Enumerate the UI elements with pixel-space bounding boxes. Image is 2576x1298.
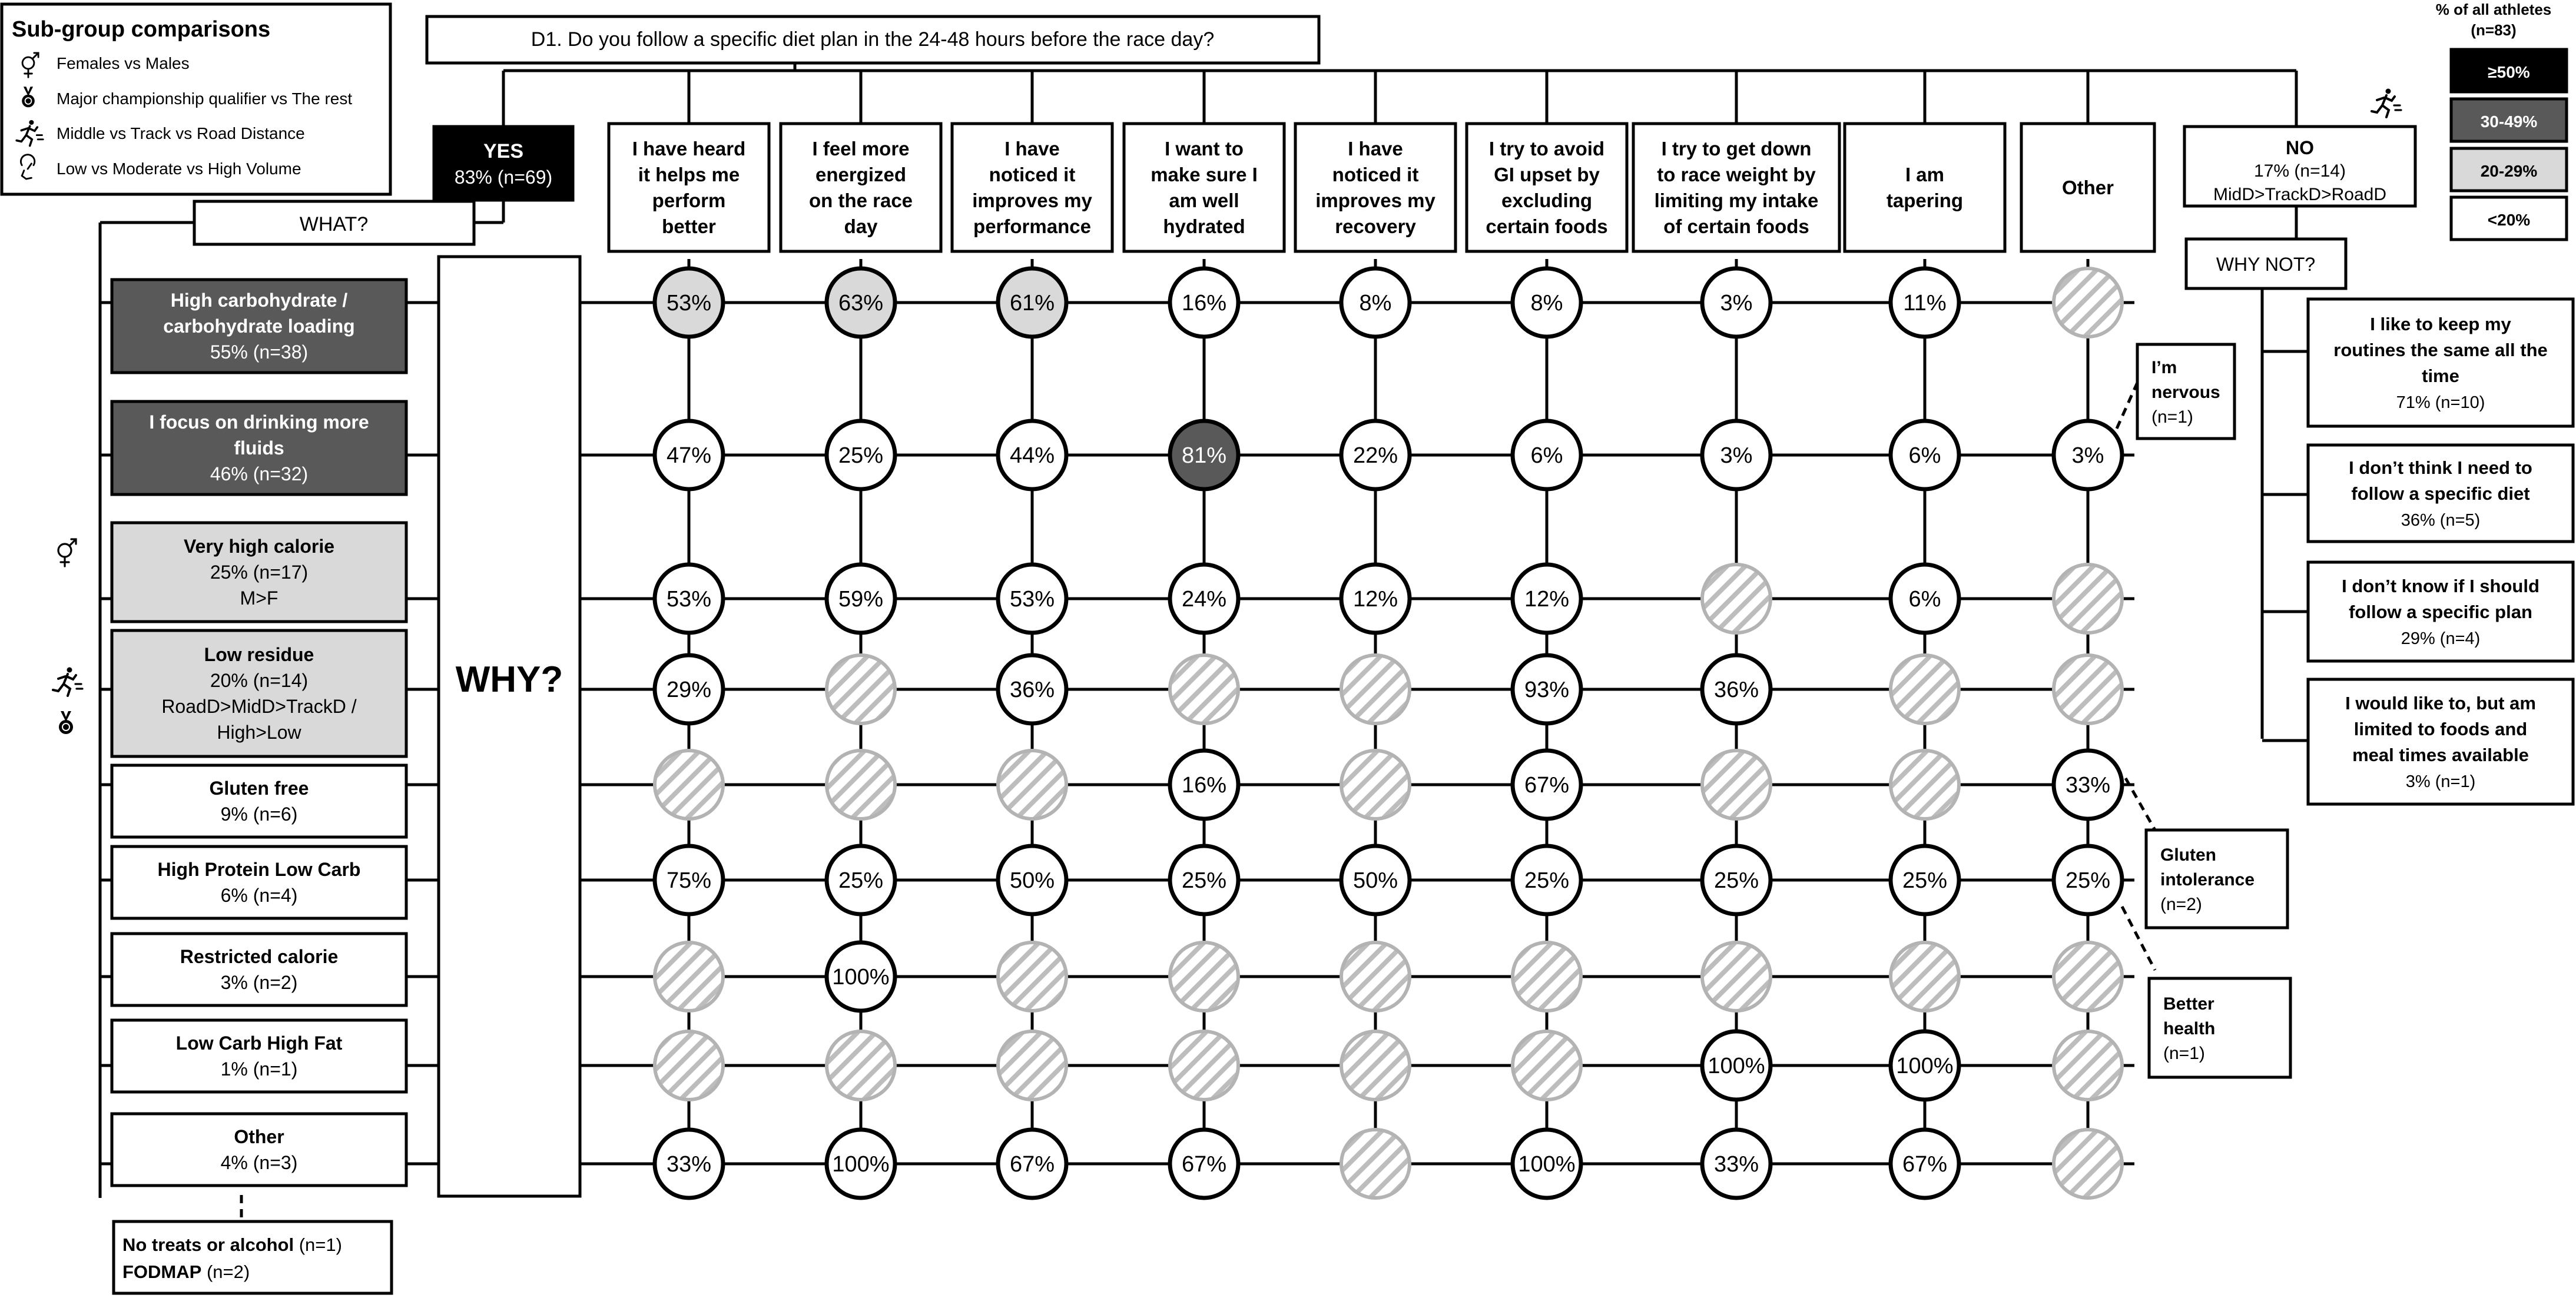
diet-value: M>F (240, 587, 279, 609)
other-diets-note-count: (n=2) (201, 1262, 250, 1282)
medal-disc (59, 720, 73, 734)
percent-cell-value: 63% (838, 291, 884, 316)
percent-cell-value: 81% (1181, 443, 1227, 468)
why-not-text: I would like to, but am (2345, 693, 2536, 713)
why-label: WHY? (455, 659, 563, 700)
percent-cell-value: 22% (1352, 443, 1398, 468)
reason-header-text: certain foods (1486, 215, 1608, 237)
empty-cell (1702, 751, 1771, 819)
subgroup-legend-label: Major championship qualifier vs The rest (57, 89, 353, 108)
reason-header-text: I try to get down (1661, 138, 1812, 160)
reason-header-text: improves my (1315, 190, 1435, 211)
why-box (439, 257, 580, 1196)
percent-cell-value: 61% (1009, 291, 1055, 316)
diet-value: 25% (n=17) (210, 562, 309, 583)
diet-value: 46% (n=32) (210, 463, 309, 484)
percent-cell-value: 50% (1352, 868, 1398, 893)
why-not-label: WHY NOT? (2216, 254, 2316, 275)
percent-cell-value: 25% (2065, 868, 2111, 893)
percent-cell-value: 29% (666, 678, 712, 702)
why-not-value: 36% (n=5) (2401, 511, 2481, 530)
percent-cell-value: 8% (1530, 291, 1563, 316)
reason-header-text: energized (815, 164, 907, 185)
callout-text: I’m (2151, 358, 2177, 377)
reason-header-text: am well (1169, 190, 1239, 211)
no-value: 17% (n=14) (2254, 161, 2346, 181)
diet-name: High carbohydrate / (170, 290, 348, 311)
empty-cell (1891, 655, 1959, 723)
medal-icon (59, 711, 73, 734)
yes-value: 83% (n=69) (454, 167, 553, 188)
percent-cell-value: 67% (1524, 773, 1570, 798)
percent-cell-value: 67% (1181, 1152, 1227, 1177)
female-cross (61, 557, 69, 566)
reason-header-text: performance (973, 215, 1091, 237)
subgroup-legend-label: Middle vs Track vs Road Distance (57, 124, 305, 142)
percent-cell-value: 25% (838, 443, 884, 468)
other-diets-note-count: (n=1) (294, 1234, 342, 1255)
speed-lines (2394, 105, 2401, 110)
percent-cell-value: 25% (1181, 868, 1227, 893)
runner-head (67, 668, 72, 673)
other-diets-note-line (122, 1262, 250, 1282)
percent-cell-value: 24% (1181, 587, 1227, 612)
runner-icon (53, 668, 82, 696)
reason-header-text: better (662, 215, 716, 237)
empty-cell (2054, 942, 2122, 1011)
percent-cell-value: 33% (666, 1152, 712, 1177)
empty-cell (2054, 655, 2122, 723)
pct-legend-label: <20% (2487, 211, 2531, 229)
percent-cell-value: 6% (1530, 443, 1563, 468)
empty-cell (655, 751, 723, 819)
reason-header-text: I try to avoid (1488, 138, 1605, 160)
percent-cell-value: 75% (666, 868, 712, 893)
reason-header-text: day (844, 215, 878, 237)
empty-cell (827, 751, 895, 819)
reason-header-text: I have heard (632, 138, 746, 160)
diet-box (112, 1020, 406, 1092)
reason-header (1845, 124, 2005, 251)
reason-header-text: I feel more (812, 138, 910, 160)
medal-ribbon (61, 711, 71, 721)
diet-value: 55% (n=38) (210, 341, 309, 363)
empty-cell (1702, 565, 1771, 633)
speed-lines (75, 684, 82, 689)
percent-cell-value: 6% (1908, 443, 1941, 468)
percent-cell-value: 25% (838, 868, 884, 893)
reason-header-text: improves my (972, 190, 1092, 211)
runner-head (29, 120, 34, 125)
empty-cell (1341, 1031, 1410, 1100)
no-title: NO (2286, 137, 2314, 158)
percent-cell-value: 100% (832, 1152, 890, 1177)
diet-name: Low residue (204, 644, 314, 665)
percent-cell-value: 53% (1009, 587, 1055, 612)
percent-cell-value: 36% (1713, 678, 1759, 702)
connector-line (2117, 383, 2137, 429)
diagram-shapes (2, 1, 2573, 1293)
percent-cell-value: 50% (1009, 868, 1055, 893)
percent-cell-value: 100% (1896, 1054, 1954, 1078)
empty-cell (1702, 942, 1771, 1011)
percent-cell-value: 16% (1181, 773, 1227, 798)
diet-box (112, 1114, 406, 1186)
why-not-value: 3% (n=1) (2405, 772, 2476, 791)
percent-cell-value: 36% (1009, 678, 1055, 702)
percent-cell-value: 3% (1720, 443, 1753, 468)
reason-header-text: on the race (808, 190, 913, 211)
empty-cell (1341, 942, 1410, 1011)
why-not-text: I don’t know if I should (2342, 576, 2539, 596)
reason-header-text: GI upset by (1494, 164, 1600, 185)
reason-header-text: noticed it (989, 164, 1076, 185)
other-diets-note-bold: FODMAP (122, 1262, 202, 1282)
percent-cell-value: 16% (1181, 291, 1227, 316)
diet-value: 9% (n=6) (220, 804, 298, 825)
empty-cell (2054, 565, 2122, 633)
yes-title: YES (483, 140, 524, 162)
why-not-text: follow a specific diet (2351, 483, 2530, 504)
reason-header-text: I have (1348, 138, 1403, 160)
callout-text: (n=1) (2163, 1044, 2205, 1063)
callout-text: health (2163, 1019, 2216, 1038)
runner-head (2386, 89, 2391, 94)
percent-cell-value: 3% (2071, 443, 2104, 468)
callout-text: intolerance (2160, 870, 2255, 889)
callout-text: Better (2163, 994, 2214, 1014)
diet-name: fluids (234, 437, 284, 459)
diet-box (112, 846, 406, 918)
percent-cell-value: 33% (2065, 773, 2111, 798)
percent-cell-value: 67% (1009, 1152, 1055, 1177)
empty-cell (998, 1031, 1066, 1100)
reason-header-text: perform (652, 190, 726, 211)
reason-header-text: noticed it (1332, 164, 1419, 185)
why-not-text: follow a specific plan (2349, 602, 2532, 622)
reason-header-text: excluding (1501, 190, 1593, 211)
diet-box (112, 934, 406, 1005)
reason-header-text: of certain foods (1663, 215, 1809, 237)
empty-cell (2054, 1130, 2122, 1198)
medal-disc (22, 95, 35, 108)
subgroup-legend-label: Low vs Moderate vs High Volume (57, 160, 301, 178)
diet-name: Very high calorie (183, 536, 335, 557)
subgroup-legend-label: Females vs Males (57, 54, 190, 72)
yes-box (434, 127, 573, 200)
empty-cell (1341, 751, 1410, 819)
what-label: WHAT? (299, 213, 369, 235)
pct-legend-subtitle: (n=83) (2471, 21, 2517, 39)
callout-text: Gluten (2160, 845, 2216, 865)
gender-symbol-icon (58, 539, 76, 566)
empty-cell (2054, 1031, 2122, 1100)
diet-value: High>Low (217, 722, 301, 743)
percent-cell-value: 33% (1713, 1152, 1759, 1177)
percent-cell-value: 3% (1720, 291, 1753, 316)
empty-cell (1891, 942, 1959, 1011)
diet-value: 6% (n=4) (220, 885, 298, 906)
percent-cell-value: 53% (666, 291, 712, 316)
percent-cell-value: 100% (832, 965, 890, 990)
callout-text: (n=1) (2151, 407, 2193, 427)
empty-cell (2054, 268, 2122, 337)
why-not-text: I don’t think I need to (2349, 457, 2532, 478)
empty-cell (1341, 655, 1410, 723)
empty-cell (827, 655, 895, 723)
no-note: MidD>TrackD>RoadD (2213, 185, 2386, 204)
why-not-text: meal times available (2352, 745, 2529, 765)
diet-value: 20% (n=14) (210, 670, 309, 691)
other-diets-note-line (122, 1234, 342, 1255)
reason-header-text: tapering (1886, 190, 1964, 211)
empty-cell (1513, 942, 1581, 1011)
diet-value: 3% (n=2) (220, 972, 298, 993)
diet-name: Other (234, 1126, 284, 1147)
percent-cell-value: 44% (1009, 443, 1055, 468)
empty-cell (1513, 1031, 1581, 1100)
percent-cell-value: 8% (1359, 291, 1392, 316)
reason-header-text: to race weight by (1657, 164, 1816, 185)
reason-header-text: make sure I (1151, 164, 1258, 185)
why-not-text: limited to foods and (2353, 719, 2528, 739)
percent-cell-value: 6% (1908, 587, 1941, 612)
runner-body (53, 674, 76, 696)
percent-cell-value: 67% (1902, 1152, 1948, 1177)
diet-value: 4% (n=3) (220, 1152, 298, 1173)
empty-cell (998, 942, 1066, 1011)
diet-name: High Protein Low Carb (157, 859, 361, 880)
callout-text: (n=2) (2160, 895, 2202, 914)
percent-cell-value: 12% (1352, 587, 1398, 612)
empty-cell (1170, 942, 1238, 1011)
empty-cell (1341, 1130, 1410, 1198)
why-not-text: routines the same all the (2333, 340, 2548, 360)
percent-cell-value: 12% (1524, 587, 1570, 612)
empty-cell (1170, 1031, 1238, 1100)
percent-cell-value: 11% (1903, 291, 1947, 316)
percent-cell-value: 25% (1713, 868, 1759, 893)
percent-cell-value: 53% (666, 587, 712, 612)
empty-cell (998, 751, 1066, 819)
reason-header-text: Other (2061, 177, 2114, 198)
runner-icon (2372, 89, 2401, 118)
empty-cell (655, 1031, 723, 1100)
empty-cell (655, 942, 723, 1011)
percent-cell-value: 25% (1524, 868, 1570, 893)
pct-legend-label: ≥50% (2488, 63, 2530, 81)
pct-legend-label: 20-29% (2480, 162, 2538, 180)
other-diets-note-bold: No treats or alcohol (122, 1234, 294, 1255)
diet-value: RoadD>MidD>TrackD / (161, 696, 357, 717)
reason-header-text: hydrated (1163, 215, 1245, 237)
question-text: D1. Do you follow a specific diet plan in the 24-48 hours before the race day? (531, 28, 1215, 51)
reason-header-text: it helps me (638, 164, 740, 185)
why-not-value: 29% (n=4) (2401, 629, 2481, 648)
reason-header-text: I am (1905, 164, 1945, 185)
diet-name: I focus on drinking more (149, 411, 369, 433)
why-not-text: I like to keep my (2370, 314, 2511, 334)
percent-cell-value: 47% (666, 443, 712, 468)
subgroup-legend-title: Sub-group comparisons (12, 17, 271, 42)
reason-header-text: I want to (1165, 138, 1244, 160)
runner-body (2372, 95, 2395, 117)
empty-cell (827, 1031, 895, 1100)
percent-cell-value: 100% (1708, 1054, 1765, 1078)
pct-legend-title: % of all athletes (2435, 1, 2552, 18)
diet-value: 1% (n=1) (220, 1058, 298, 1080)
other-diets-note (114, 1221, 392, 1293)
reason-header-text: recovery (1335, 215, 1416, 237)
male-arrow (69, 539, 76, 546)
pct-legend-label: 30-49% (2480, 112, 2538, 131)
empty-cell (1891, 751, 1959, 819)
diet-name: Gluten free (209, 778, 309, 799)
diet-box (112, 765, 406, 837)
diet-name: carbohydrate loading (163, 316, 355, 337)
reason-header-text: limiting my intake (1654, 190, 1819, 211)
empty-cell (1170, 655, 1238, 723)
callout-text: nervous (2151, 383, 2220, 402)
reason-header-text: I have (1004, 138, 1060, 160)
diet-name: Restricted calorie (180, 946, 339, 967)
percent-cell-value: 25% (1902, 868, 1948, 893)
percent-cell-value: 100% (1518, 1152, 1576, 1177)
percent-cell-value: 93% (1524, 678, 1570, 702)
percent-cell-value: 59% (838, 587, 884, 612)
diet-name: Low Carb High Fat (175, 1033, 343, 1054)
why-not-value: 71% (n=10) (2396, 393, 2485, 412)
why-not-text: time (2422, 366, 2459, 386)
